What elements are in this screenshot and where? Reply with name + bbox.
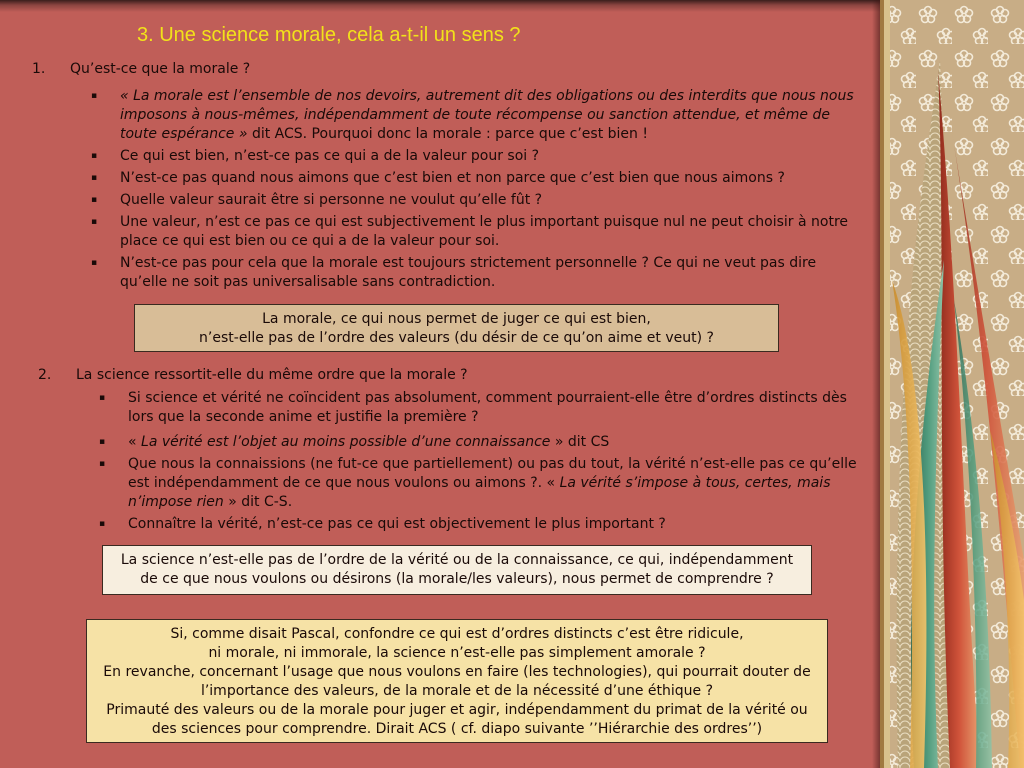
science-question-box: La science n’est-elle pas de l’ordre de la vérité ou de la connaissance, ce qui, indépendamment de ce que nous voulons ou désirons (la morale/les valeurs), nous permet de comprendre ? <box>102 545 812 595</box>
section-2-bullets <box>128 389 858 537</box>
list-item: ▪ « La vérité est l’objet au moins possible d’une connaissance » dit CS <box>128 433 858 452</box>
list-item: ▪ Quelle valeur saurait être si personne ne voulut qu’elle fût ? <box>120 191 865 210</box>
slide-title: 3. Une science morale, cela a-t-il un sens ? <box>137 24 521 46</box>
morale-question-box: La morale, ce qui nous permet de juger ce qui est bien, n’est-elle pas de l’ordre des valeurs (du désir de ce qu’on aime et veut) ? <box>134 304 779 352</box>
list-item: ▪ « La morale est l’ensemble de nos devoirs, autrement dit des obligations ou des interdits que nous nous imposons à nous-mêmes, indépendamment de toute récompense ou sanction attendue, et même de toute espérance » dit ACS. Pourquoi donc la morale : parce que c’est bien ! <box>120 87 865 144</box>
section-1-number: 1. <box>32 61 46 77</box>
list-item: ▪ N’est-ce pas quand nous aimons que c’est bien et non parce que c’est bien que nous aimons ? <box>120 169 865 188</box>
list-item: ▪ Connaître la vérité, n’est-ce pas ce qui est objectivement le plus important ? <box>128 515 858 534</box>
decorative-panel <box>880 0 1024 768</box>
list-item: ▪ Ce qui est bien, n’est-ce pas ce qui a de la valeur pour soi ? <box>120 147 865 166</box>
section-1-heading-text: Qu’est-ce que la morale ? <box>70 61 251 77</box>
section-2-heading-text: La science ressortit-elle du même ordre que la morale ? <box>76 367 468 383</box>
acs-quote: « La morale est l’ensemble de nos devoirs, autrement dit des obligations ou des interdits que nous nous imposons à nous-mêmes, indépendamment de toute récompense ou sanction attendue, et même de toute espérance » <box>120 88 854 142</box>
decorative-artwork <box>880 0 1024 768</box>
list-item: ▪ Que nous la connaissions (ne fut-ce que partiellement) ou pas du tout, la vérité n’est-elle pas ce qu’elle est indépendamment de ce que nous voulons ou aimons ?. « La vérité s’impose à tous, certes, mais n’impose rien » dit C-S. <box>128 455 858 512</box>
list-item: ▪ Une valeur, n’est ce pas ce qui est subjectivement le plus important puisque nul ne peut choisir à notre place ce qui est bien ou ce qui a de la valeur pour soi. <box>120 213 865 251</box>
list-item: ▪ N’est-ce pas pour cela que la morale est toujours strictement personnelle ? Ce qui ne veut pas dire qu’elle ne soit pas universalisable sans contradiction. <box>120 254 865 292</box>
section-2-heading <box>38 367 468 383</box>
section-1-bullets <box>120 87 865 295</box>
list-item: ▪ Si science et vérité ne coïncident pas absolument, comment pourraient-elle être d’ordres distincts dès lors que la seconde anime et justifie la première ? <box>128 389 858 427</box>
cs-quote: La vérité s’impose à tous, certes, mais n’impose rien <box>128 475 831 510</box>
cs-quote: La vérité est l’objet au moins possible d’une connaissance <box>141 434 551 450</box>
section-1-heading <box>32 61 250 77</box>
section-2-number: 2. <box>38 367 52 383</box>
conclusion-box: Si, comme disait Pascal, confondre ce qui est d’ordres distincts c’est être ridicule, ni morale, ni immorale, la science n’est-elle pas simplement amorale ? En revanche, concernant l’usage que nous voulons en faire (les technologies), qui pourrait douter de l’importance des valeurs, de la morale et de la nécessité d’une éthique ? Primauté des valeurs ou de la morale pour juger et agir, indépendamment du primat de la vérité ou des sciences pour comprendre. Dirait ACS ( cf. diapo suivante ’’Hiérarchie des ordres’’) <box>86 619 828 743</box>
